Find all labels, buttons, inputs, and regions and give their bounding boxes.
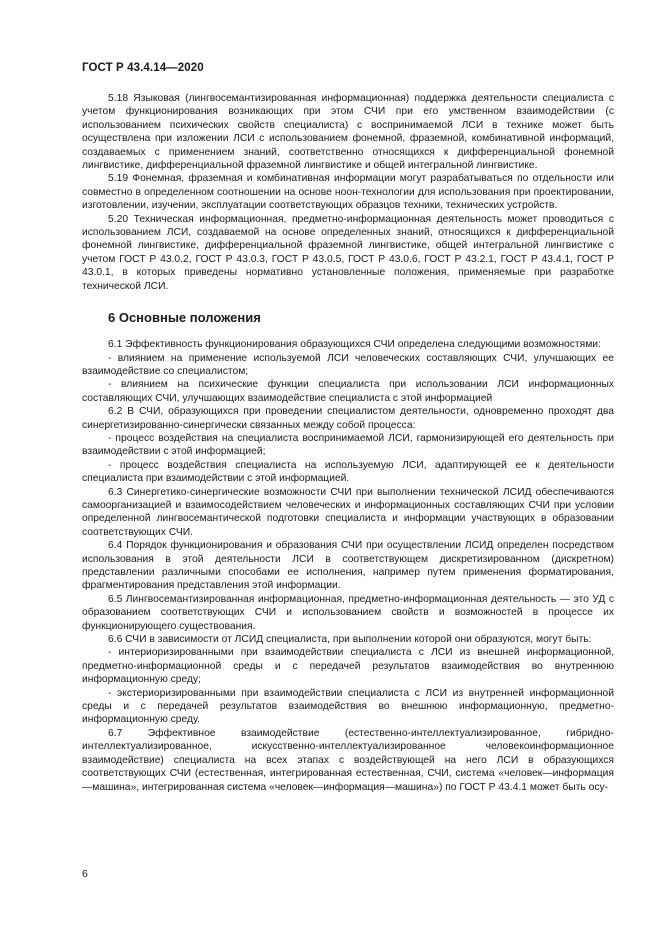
list-item: - влиянием на применение используемой ЛСИ человеческих составляющих СЧИ, улучшающих ее взаимодействие со специалистом; xyxy=(82,352,614,377)
paragraph-6-3: 6.3 Синергетико-синергические возможности СЧИ при выполнении технической ЛСИД обеспечиваются самоорганизацией и взаимосодействием человеческих и информационных составляющих СЧИ при условии определенной лингвосемантической подготовки специалиста и информации участвующих в образовании соответствующих СЧИ. xyxy=(82,486,614,538)
paragraph-5-18: 5.18 Языковая (лингвосемантизированная информационная) поддержка деятельности специалиста с учетом функционирования возникающих при этом СЧИ при его умственном взаимодействии (с использованием психических свойств специалиста) с воспринимаемой ЛСИ в технике может быть осуществлена при изложении ЛСИ с использованием фонемной, фраземной, комбинативной информаций, создаваемых с применением знаний, соответственно относящихся к дифференциальной фонемной лингвистике, дифференциальной фраземной лингвистике и общей интегральной лингвистике. xyxy=(82,93,614,172)
paragraph-6-5: 6.5 Лингвосемантизированная информационная, предметно-информационная деятельность — это УД с образованием соответствующих СЧИ и использованием свойств и возможностей в процессе их функционирующего существования. xyxy=(82,593,614,632)
paragraph-6-6: 6.6 СЧИ в зависимости от ЛСИД специалиста, при выполнении которой они образуются, могут быть: xyxy=(108,634,592,646)
paragraph-6-7: 6.7 Эффективное взаимодействие (естественно-интеллектуализированное, гибридно-интеллектуализированное, искусственно-интеллектуализированное человекоинформационное взаимодействие) специалиста на всех этапах с воздействующей на него ЛСИ в образующихся соответствующих СЧИ (естественная, интегрированная естественная, СЧИ, система «человек—информация—машина», интегрированная система «человек—информация—машина») по ГОСТ Р 43.4.1 может быть осу- xyxy=(82,727,614,793)
list-item: - процесс воздействия на специалиста воспринимаемой ЛСИ, гармонизирующей его деятельность при взаимодействии с этой информацией; xyxy=(82,432,614,458)
list-item: - экстериоризированными при взаимодействии специалиста с ЛСИ из внутренней информационной среды и с передачей результатов взаимодействия во внешнюю информационную, предметно-информационную среду. xyxy=(82,687,614,726)
list-item: - интериоризированными при взаимодействии специалиста с ЛСИ из внешней информационной, предметно-информационной среды и с передачей результатов взаимодействия во внутреннюю информационную среду; xyxy=(82,647,614,686)
paragraph-5-19: 5.19 Фонемная, фраземная и комбинативная информации могут разрабатываться по отдельности или совместно в определенном соотношении на основе ноон-технологии для использования при проектировании, изготовлении, изучении, эксплуатации соответствующих образцов техники, технических устройств. xyxy=(82,173,614,212)
paragraph-6-4: 6.4 Порядок функционирования и образования СЧИ при осуществлении ЛСИД определен посредством использования в этой деятельности ЛСИ в соответствующем дискретизированном (дискретном) представлении различными способами ее исполнения, например путем применения форматирования, фрагментирования представления этой информации. xyxy=(82,540,614,592)
paragraph-6-1: 6.1 Эффективность функционирования образующихся СЧИ определена следующими возможностями: xyxy=(108,339,601,351)
document-body xyxy=(82,92,614,794)
page-number: 6 xyxy=(82,868,88,880)
paragraph-5-20: 5.20 Техническая информационная, предметно-информационная деятельность может проводиться с использованием ЛСИ, создаваемой на основе определенных знаний, относящихся к дифференциальной фонемной лингвистике, дифференциальной фраземной лингвистике, общей интегральной лингвистике с учетом ГОСТ Р 43.0.2, ГОСТ Р 43.0.3, ГОСТ Р 43.0.5, ГОСТ Р 43.0.6, ГОСТ Р 43.2.1, ГОСТ Р 43.4.1, ГОСТ Р 43.0.1, в которых приведены нормативно установленные положения, применяемые при разработке технической ЛСИ. xyxy=(82,213,614,292)
list-item: - процесс воздействия специалиста на используемую ЛСИ, адаптирующей ее к деятельности специалиста при взаимодействии с этой информацией. xyxy=(82,459,614,485)
section-title-6: 6 Основные положения xyxy=(108,310,261,326)
list-item: - влиянием на психические функции специалиста при использовании ЛСИ информационных составляющих СЧИ, улучшающих взаимодействие специалиста с этой информацией xyxy=(82,379,614,404)
paragraph-6-2: 6.2 В СЧИ, образующихся при проведении специалистом деятельности, одновременно проходят два синергетизированно-синергически связанных между собой процесса: xyxy=(82,406,614,431)
document-header: ГОСТ Р 43.4.14—2020 xyxy=(82,62,204,74)
